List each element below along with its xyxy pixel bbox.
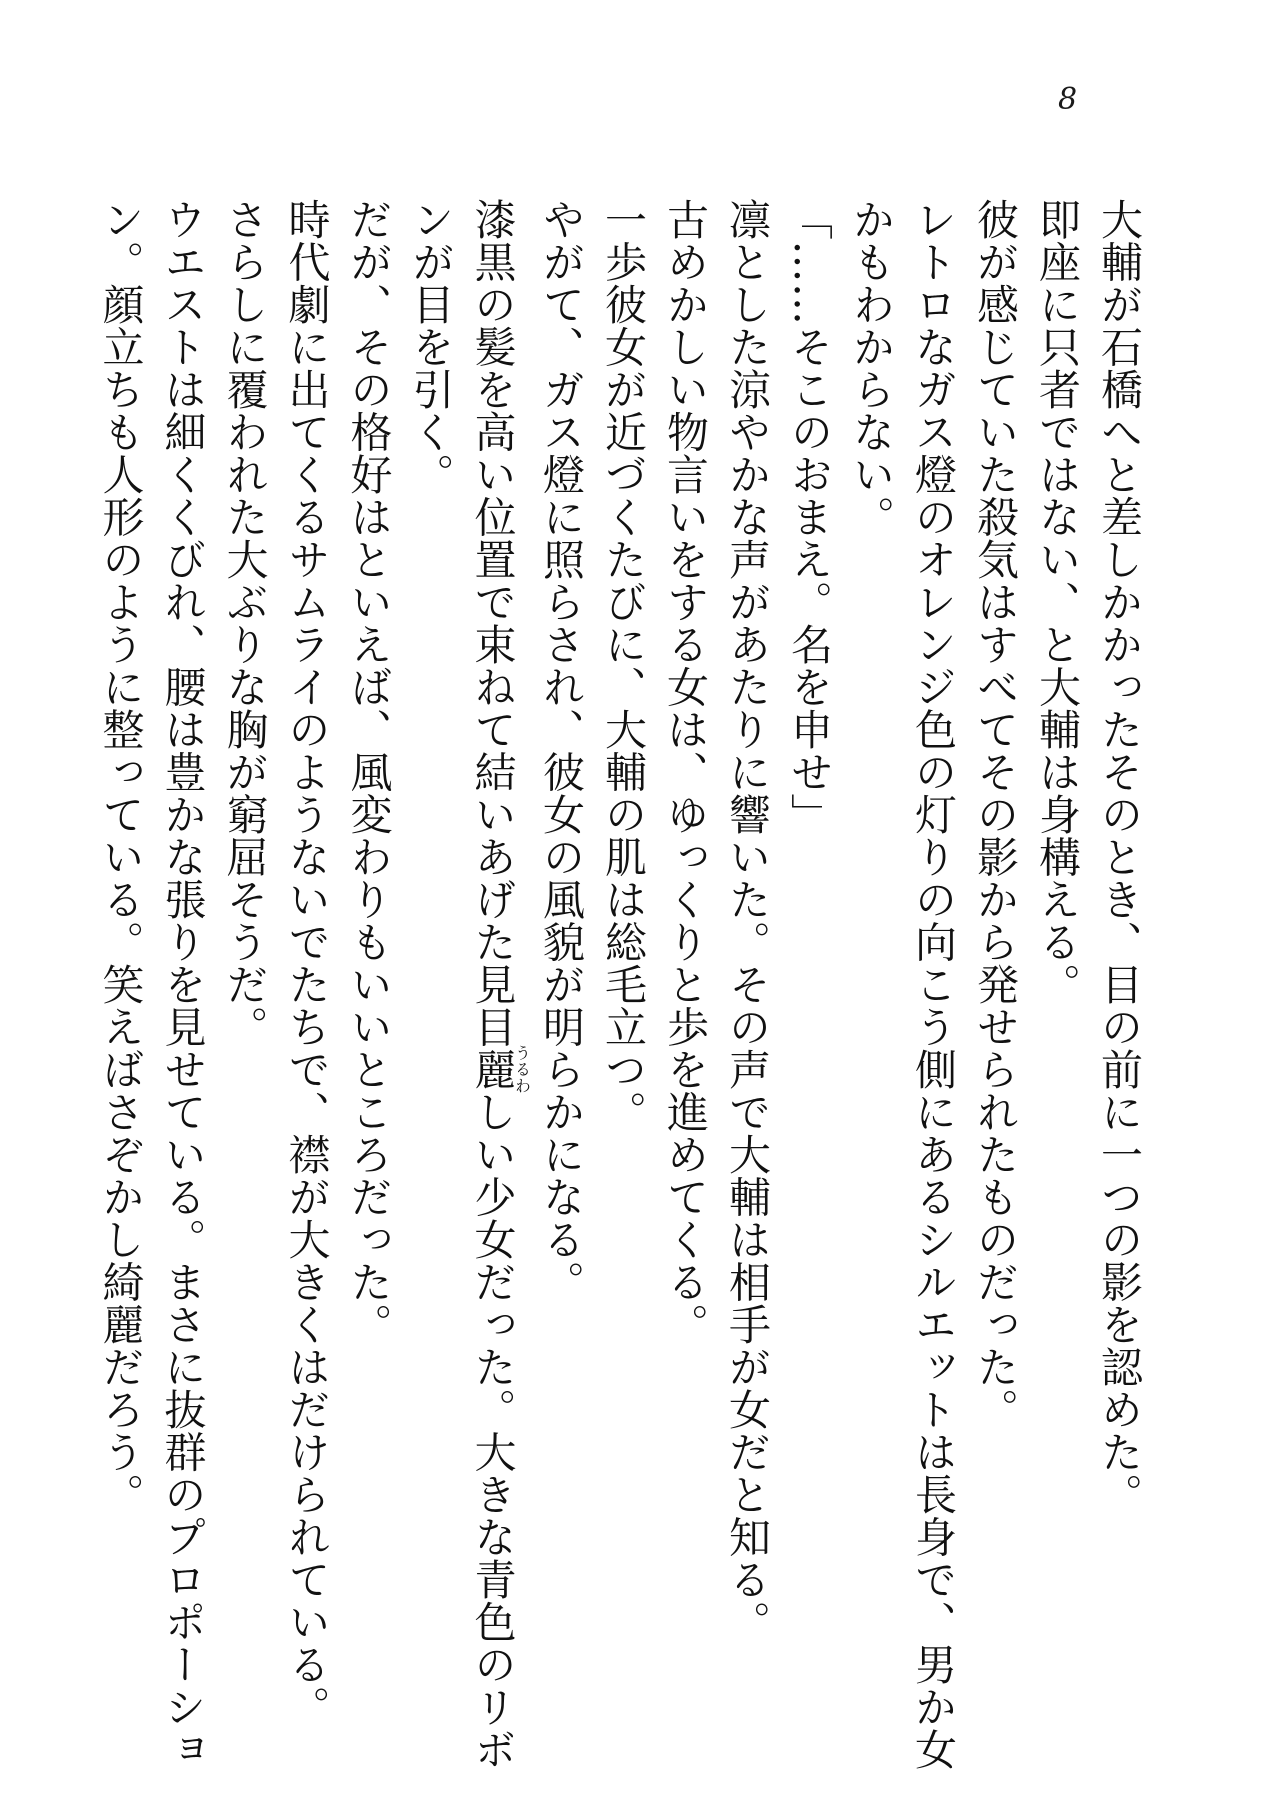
text-line-10: やがて、ガス燈に照らされ、彼女の風貌が明らかになる。 <box>537 198 586 1303</box>
text-line-8: 古めかしい物言いをする女は、ゆっくりと歩を進めてくる。 <box>661 198 710 1346</box>
text-line-17: ン。顔立ちも人形のように整っている。笑えばさぞかし綺麗だろう。 <box>96 198 146 1516</box>
text-line-15: さらしに覆われた大ぶりな胸が窮屈そうだ。 <box>220 198 270 1048</box>
text-line-9: 一歩彼女が近づくたびに、大輔の肌は総毛立つ。 <box>599 198 648 1133</box>
text-line-11: 漆黒の髪を高い位置で束ねて結いあげた見目麗うるわしい少女だった。大きな青色のリボ <box>468 198 532 1771</box>
text-line-1: 大輔が石橋へと差しかかったそのとき、目の前に一つの影を認めた。 <box>1095 198 1144 1516</box>
text-line-16: ウエストは細くくびれ、腰は豊かな張りを見せている。まさに抜群のプロポーショ <box>158 198 208 1771</box>
text-line-4: レトロなガス燈のオレンジ色の灯りの向こう側にあるシルエットは長身で、男か女 <box>909 198 958 1771</box>
text-line-5: かもわからない。 <box>847 198 896 538</box>
text-line-14: 時代劇に出てくるサムライのようないでたちで、襟が大きくはだけられている。 <box>282 198 332 1728</box>
text-line-6: 「……そこのおまえ。名を申せ」 <box>785 198 834 836</box>
text-line-2: 即座に只者ではない、と大輔は身構える。 <box>1033 198 1082 1006</box>
text-line-3: 彼が感じていた殺気はすべてその影から発せられたものだった。 <box>971 198 1020 1431</box>
page-number: 8 <box>1058 82 1078 117</box>
vertical-text-body <box>96 198 1150 1771</box>
text-line-12: ンが目を引く。 <box>406 198 456 496</box>
ruby-reading: うるわ <box>512 1044 532 1094</box>
text-line-13: だが、その格好はといえば、風変わりもいいところだった。 <box>344 198 394 1346</box>
ruby-annotation: 麗うるわ <box>468 1044 532 1094</box>
text-line-7: 凛とした涼やかな声があたりに響いた。その声で大輔は相手が女だと知る。 <box>723 198 772 1643</box>
